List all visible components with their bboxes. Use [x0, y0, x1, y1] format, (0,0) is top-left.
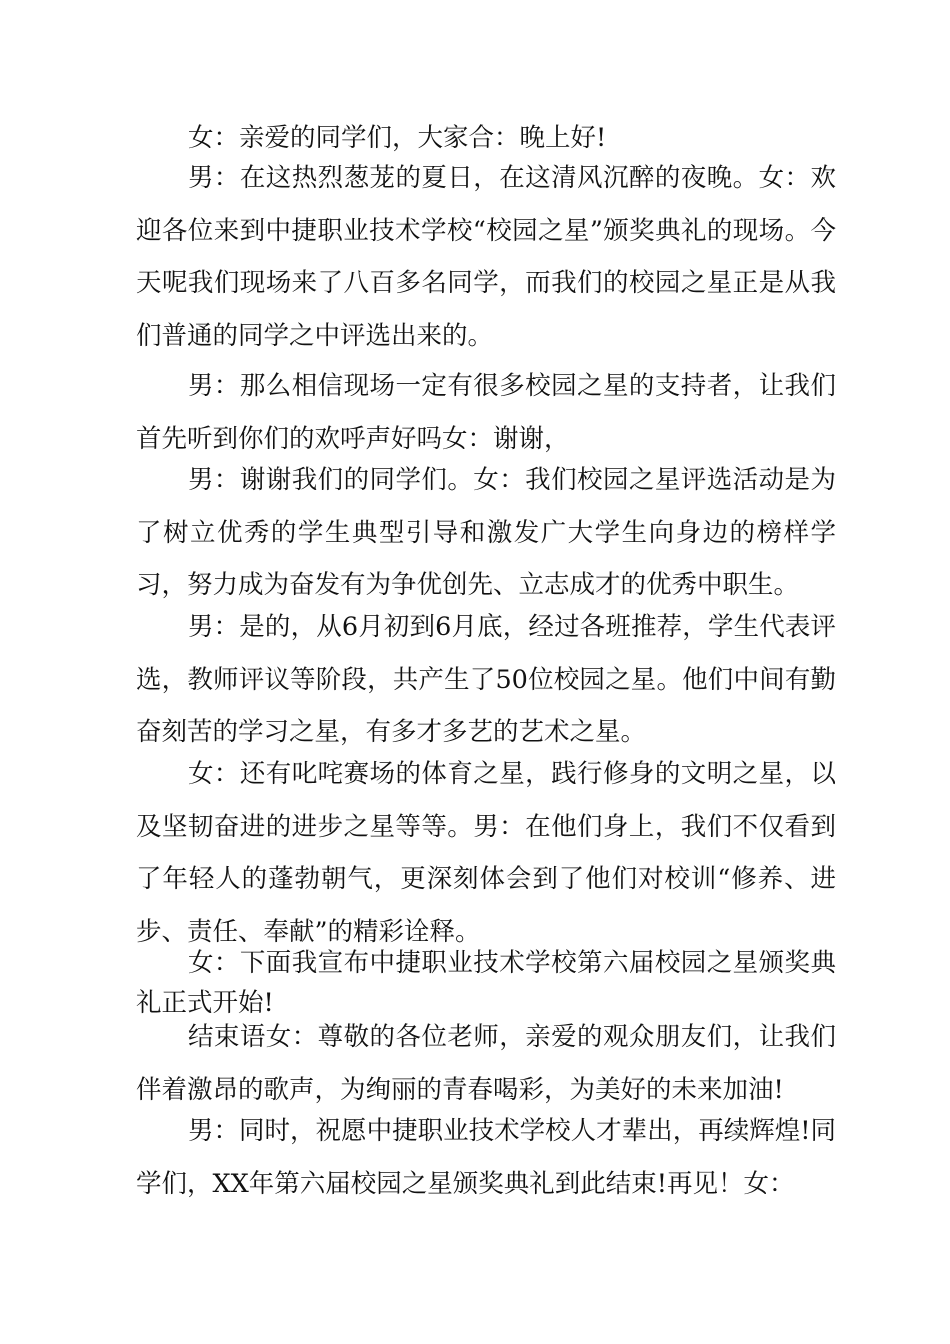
paragraph-star-categories: 女：还有叱咤赛场的体育之星，践行修身的文明之星，以及坚韧奋进的进步之星等等。男：在他们身上，我们不仅看到了年轻人的蓬勃朝气，更深刻体会到了他们对校训“修养、进步、责任、奉献”的精彩诠释。: [136, 759, 836, 947]
paragraph-welcome: 男：在这热烈葱茏的夏日，在这清风沉醉的夜晚。女：欢迎各位来到中捷职业技术学校“校园之星”颁奖典礼的现场。今天呢我们现场来了八百多名同学，而我们的校园之星正是从我们普通的同学之中评选出来的。: [136, 163, 836, 351]
paragraph-farewell: 男：同时，祝愿中捷职业技术学校人才辈出，再续辉煌!同学们，XX年第六届校园之星颁奖典礼到此结束!再见！女：: [136, 1116, 836, 1199]
paragraph-selection-process: 男：是的，从6月初到6月底，经过各班推荐，学生代表评选，教师评议等阶段，共产生了50位校园之星。他们中间有勤奋刻苦的学习之星，有多才多艺的艺术之星。: [136, 612, 836, 747]
paragraph-activity-purpose: 男：谢谢我们的同学们。女：我们校园之星评选活动是为了树立优秀的学生典型引导和激发广大学生向身边的榜样学习，努力成为奋发有为争优创先、立志成才的优秀中职生。: [136, 465, 836, 600]
paragraph-supporters: 男：那么相信现场一定有很多校园之星的支持者，让我们首先听到你们的欢呼声好吗女：谢谢，: [136, 371, 836, 454]
paragraph-ceremony-start: 女：下面我宣布中捷职业技术学校第六届校园之星颁奖典礼正式开始!: [136, 948, 836, 1018]
paragraph-closing-remarks: 结束语女：尊敬的各位老师，亲爱的观众朋友们，让我们伴着激昂的歌声，为绚丽的青春喝彩，为美好的未来加油!: [136, 1022, 836, 1105]
paragraph-greeting: 女：亲爱的同学们，大家合：晚上好!: [188, 123, 607, 153]
